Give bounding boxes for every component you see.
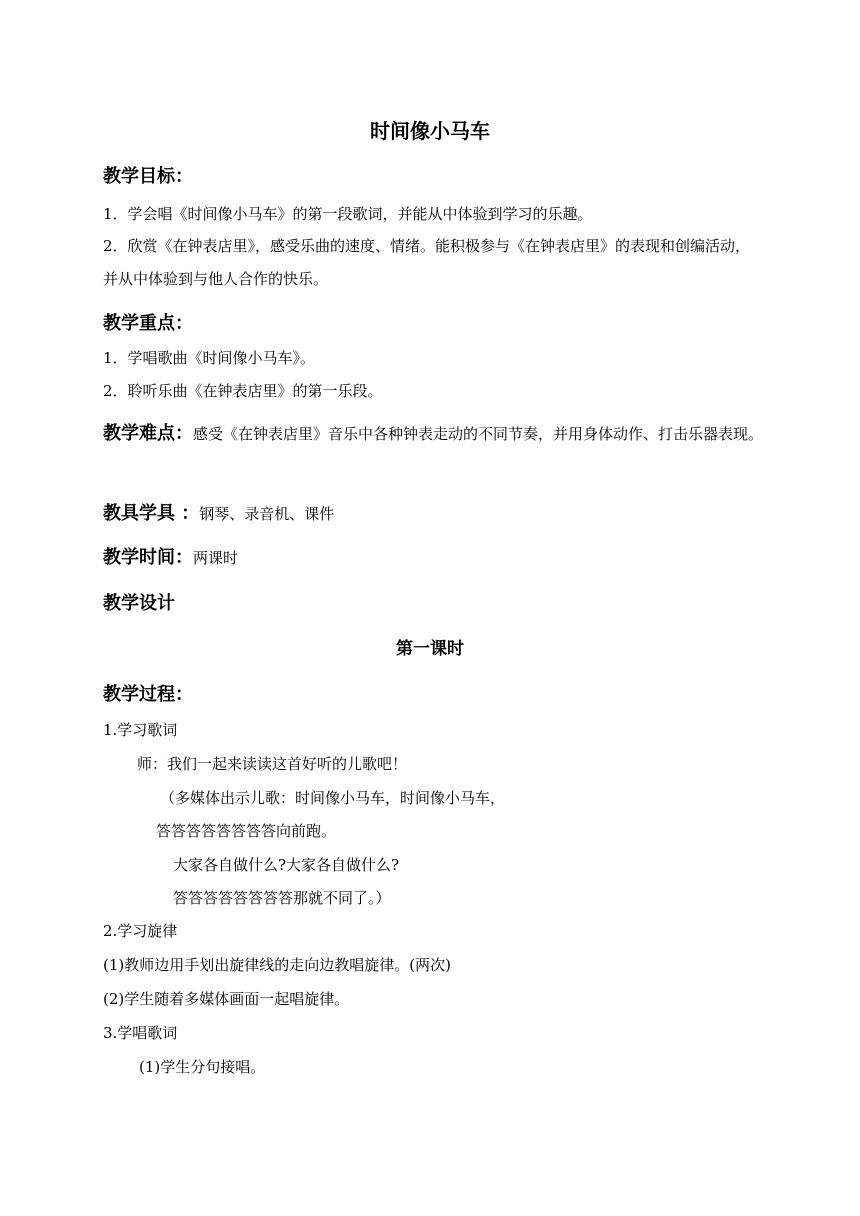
key-points-heading: 教学重点： (103, 313, 193, 334)
tools-line (103, 499, 334, 525)
lesson-heading: 第一课时 (396, 639, 464, 659)
time-label: 教学时间： (103, 547, 193, 568)
goals-item-1: 1．学会唱《时间像小马车》的第一段歌词，并能从中体验到学习的乐趣。 (103, 205, 593, 223)
design-heading: 教学设计 (103, 593, 175, 614)
process-line: 大家各自做什么?大家各自做什么? (173, 856, 400, 874)
goals-item-2: 2．欣赏《在钟表店里》，感受乐曲的速度、情绪。能积极参与《在钟表店里》的表现和创编活动，并从中体验到与他人合作的快乐。 (103, 237, 751, 288)
process-line: (2)学生随着多媒体画面一起唱旋律。 (103, 990, 350, 1008)
time-line (103, 543, 238, 569)
tools-text: 钢琴、录音机、课件 (199, 505, 335, 523)
key-points-item-1: 1．学唱歌曲《时间像小马车》。 (103, 349, 316, 367)
tools-label: 教具学具 ： (103, 503, 200, 524)
difficulties-text: 感受《在钟表店里》音乐中各种钟表走动的不同节奏，并用身体动作、打击乐器表现。 (193, 425, 764, 443)
process-line: 答答答答答答答答那就不同了。） (173, 889, 391, 907)
goals-heading: 教学目标： (103, 166, 193, 187)
process-line: 2.学习旋律 (103, 922, 178, 940)
process-line: 1.学习歌词 (103, 721, 178, 739)
key-points-item-2: 2．聆听乐曲《在钟表店里》的第一乐段。 (103, 382, 383, 400)
process-heading: 教学过程： (103, 684, 193, 705)
process-line: 答答答答答答答答向前跑。 (156, 822, 337, 840)
time-text: 两课时 (193, 549, 239, 567)
page-title: 时间像小马车 (370, 119, 490, 143)
process-line: （多媒体出示儿歌：时间像小马车，时间像小马车， (160, 789, 506, 807)
process-line: (1)教师边用手划出旋律线的走向边教唱旋律。(两次) (103, 956, 451, 974)
process-line: 3.学唱歌词 (103, 1024, 178, 1042)
difficulties-label: 教学难点： (103, 423, 193, 444)
process-line: (1)学生分句接唱。 (139, 1058, 266, 1076)
difficulties-block (103, 416, 763, 452)
process-line: 师：我们一起来读读这首好听的儿歌吧！ (137, 755, 408, 773)
